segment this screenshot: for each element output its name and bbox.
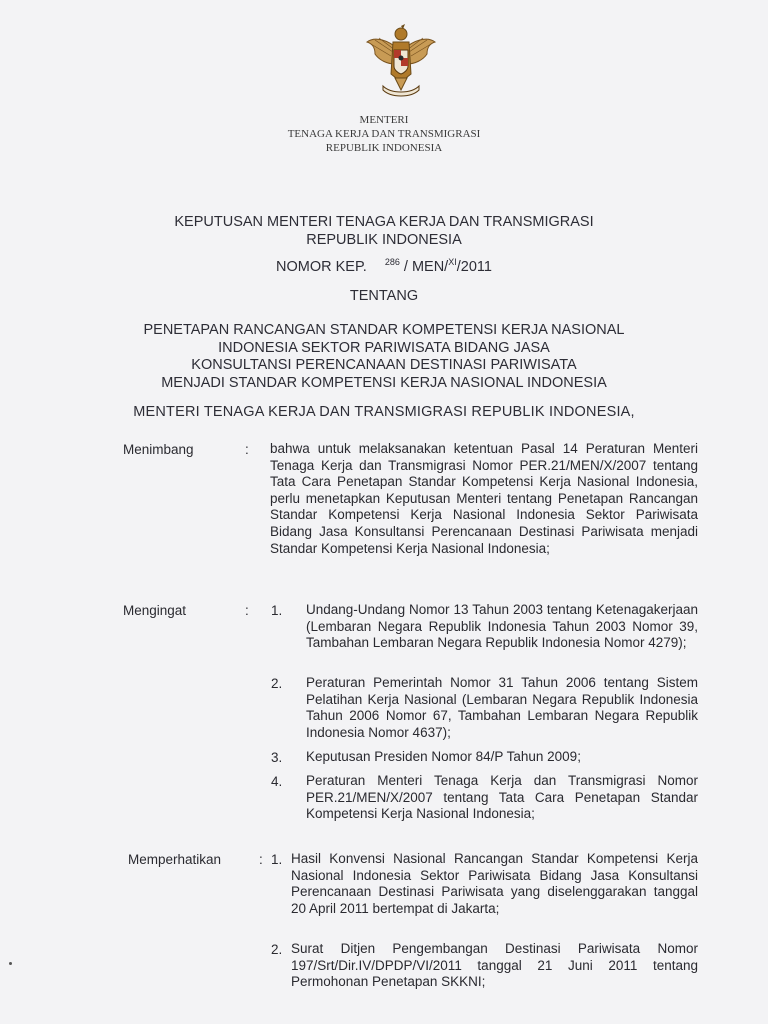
mengingat-item-4-number: 4. [271,774,283,789]
issuer-line: MENTERI TENAGA KERJA DAN TRANSMIGRASI REPUBLIK INDONESIA, [133,404,635,420]
memperhatikan-item-2-number: 2. [271,942,283,957]
memperhatikan-label: Memperhatikan [128,852,222,867]
mengingat-item-2-number: 2. [271,676,283,691]
mengingat-label: Mengingat [123,603,187,618]
memperhatikan-colon: : [259,852,263,867]
letterhead-line-3: REPUBLIK INDONESIA [325,142,443,154]
subject-line-2: INDONESIA SEKTOR PARIWISATA BIDANG JASA [218,339,550,356]
mengingat-item-1-number: 1. [271,603,283,618]
nomor-suffix: /2011 [456,259,492,275]
subject-line-3: KONSULTANSI PERENCANAAN DESTINASI PARIWISATA [191,357,577,373]
mengingat-item-4-text: Peraturan Menteri Tenaga Kerja dan Transmigrasi Nomor PER.21/MEN/X/2007 tentang Tata Cara Penetapan Standar Kompetensi Kerja Nasional Indonesia; [306,773,698,822]
scan-speck [9,962,12,965]
menimbang-text: bahwa untuk melaksanakan ketentuan Pasal 14 Peraturan Menteri Tenaga Kerja dan Transmigrasi Nomor PER.21/MEN/X/2007 tentang Tata Cara Penetapan Standar Kompetensi Kerja Nasional Indonesia, perlu menetapkan Keputusan Menteri tentang Penetapan Rancangan Standar Kompetensi Kerja Nasional Indonesia Sektor Pariwisata Bidang Jasa Konsultansi Perencanaan Destinasi Pariwisata menjadi Standar Kompetensi Kerja Nasional Indonesia; [270,441,698,556]
memperhatikan-item-2-text: Surat Ditjen Pengembangan Destinasi Pariwisata Nomor 197/Srt/Dir.IV/DPDP/VI/2011 tanggal 21 Juni 2011 tentang Permohonan Penetapan SKKNI; [291,941,698,990]
decree-title [0,213,768,249]
letterhead [0,113,768,155]
memperhatikan-item-1-text: Hasil Konvensi Nasional Rancangan Standar Kompetensi Kerja Nasional Indonesia Sektor Pariwisata Bidang Jasa Konsultansi Perencanaan Destinasi Pariwisata yang diselenggarakan tanggal 20 April 2011 bertempat di Jakarta; [291,851,698,916]
memperhatikan-item-1-number: 1. [271,852,283,867]
mengingat-colon: : [245,603,249,618]
subject-line-1: PENETAPAN RANCANGAN STANDAR KOMPETENSI KERJA NASIONAL [143,322,625,338]
mengingat-item-3-text: Keputusan Presiden Nomor 84/P Tahun 2009; [306,749,581,764]
menimbang-label: Menimbang [123,442,194,457]
decree-title-line-2: REPUBLIK INDONESIA [306,232,462,248]
nomor-mid: / MEN/ [403,259,449,275]
decree-subject [0,322,768,392]
decree-number [0,259,768,276]
garuda-emblem-icon [361,20,441,100]
mengingat-item-2-text: Peraturan Pemerintah Nomor 31 Tahun 2006 tentang Sistem Pelatihan Kerja Nasional (Lembaran Negara Republik Indonesia Tahun 2006 Nomor 67, Tambahan Lembaran Negara Republik Indonesia Nomor 4637); [306,675,698,740]
letterhead-line-2: TENAGA KERJA DAN TRANSMIGRASI [287,128,481,140]
tentang-heading: TENTANG [349,288,419,304]
nomor-prefix: NOMOR KEP. [276,259,367,275]
subject-line-4: MENJADI STANDAR KOMPETENSI KERJA NASIONAL INDONESIA [161,374,607,391]
decree-title-line-1: KEPUTUSAN MENTERI TENAGA KERJA DAN TRANSMIGRASI [174,214,594,230]
nomor-value: 286 [384,257,400,267]
mengingat-item-1-text: Undang-Undang Nomor 13 Tahun 2003 tentang Ketenagakerjaan (Lembaran Negara Republik Indonesia Tahun 2003 Nomor 39, Tambahan Lembaran Negara Republik Indonesia Nomor 4279); [306,602,698,651]
mengingat-item-3-number: 3. [271,750,283,765]
letterhead-line-1: MENTERI [359,114,409,126]
menimbang-colon: : [245,442,249,457]
nomor-month: XI [448,257,457,267]
